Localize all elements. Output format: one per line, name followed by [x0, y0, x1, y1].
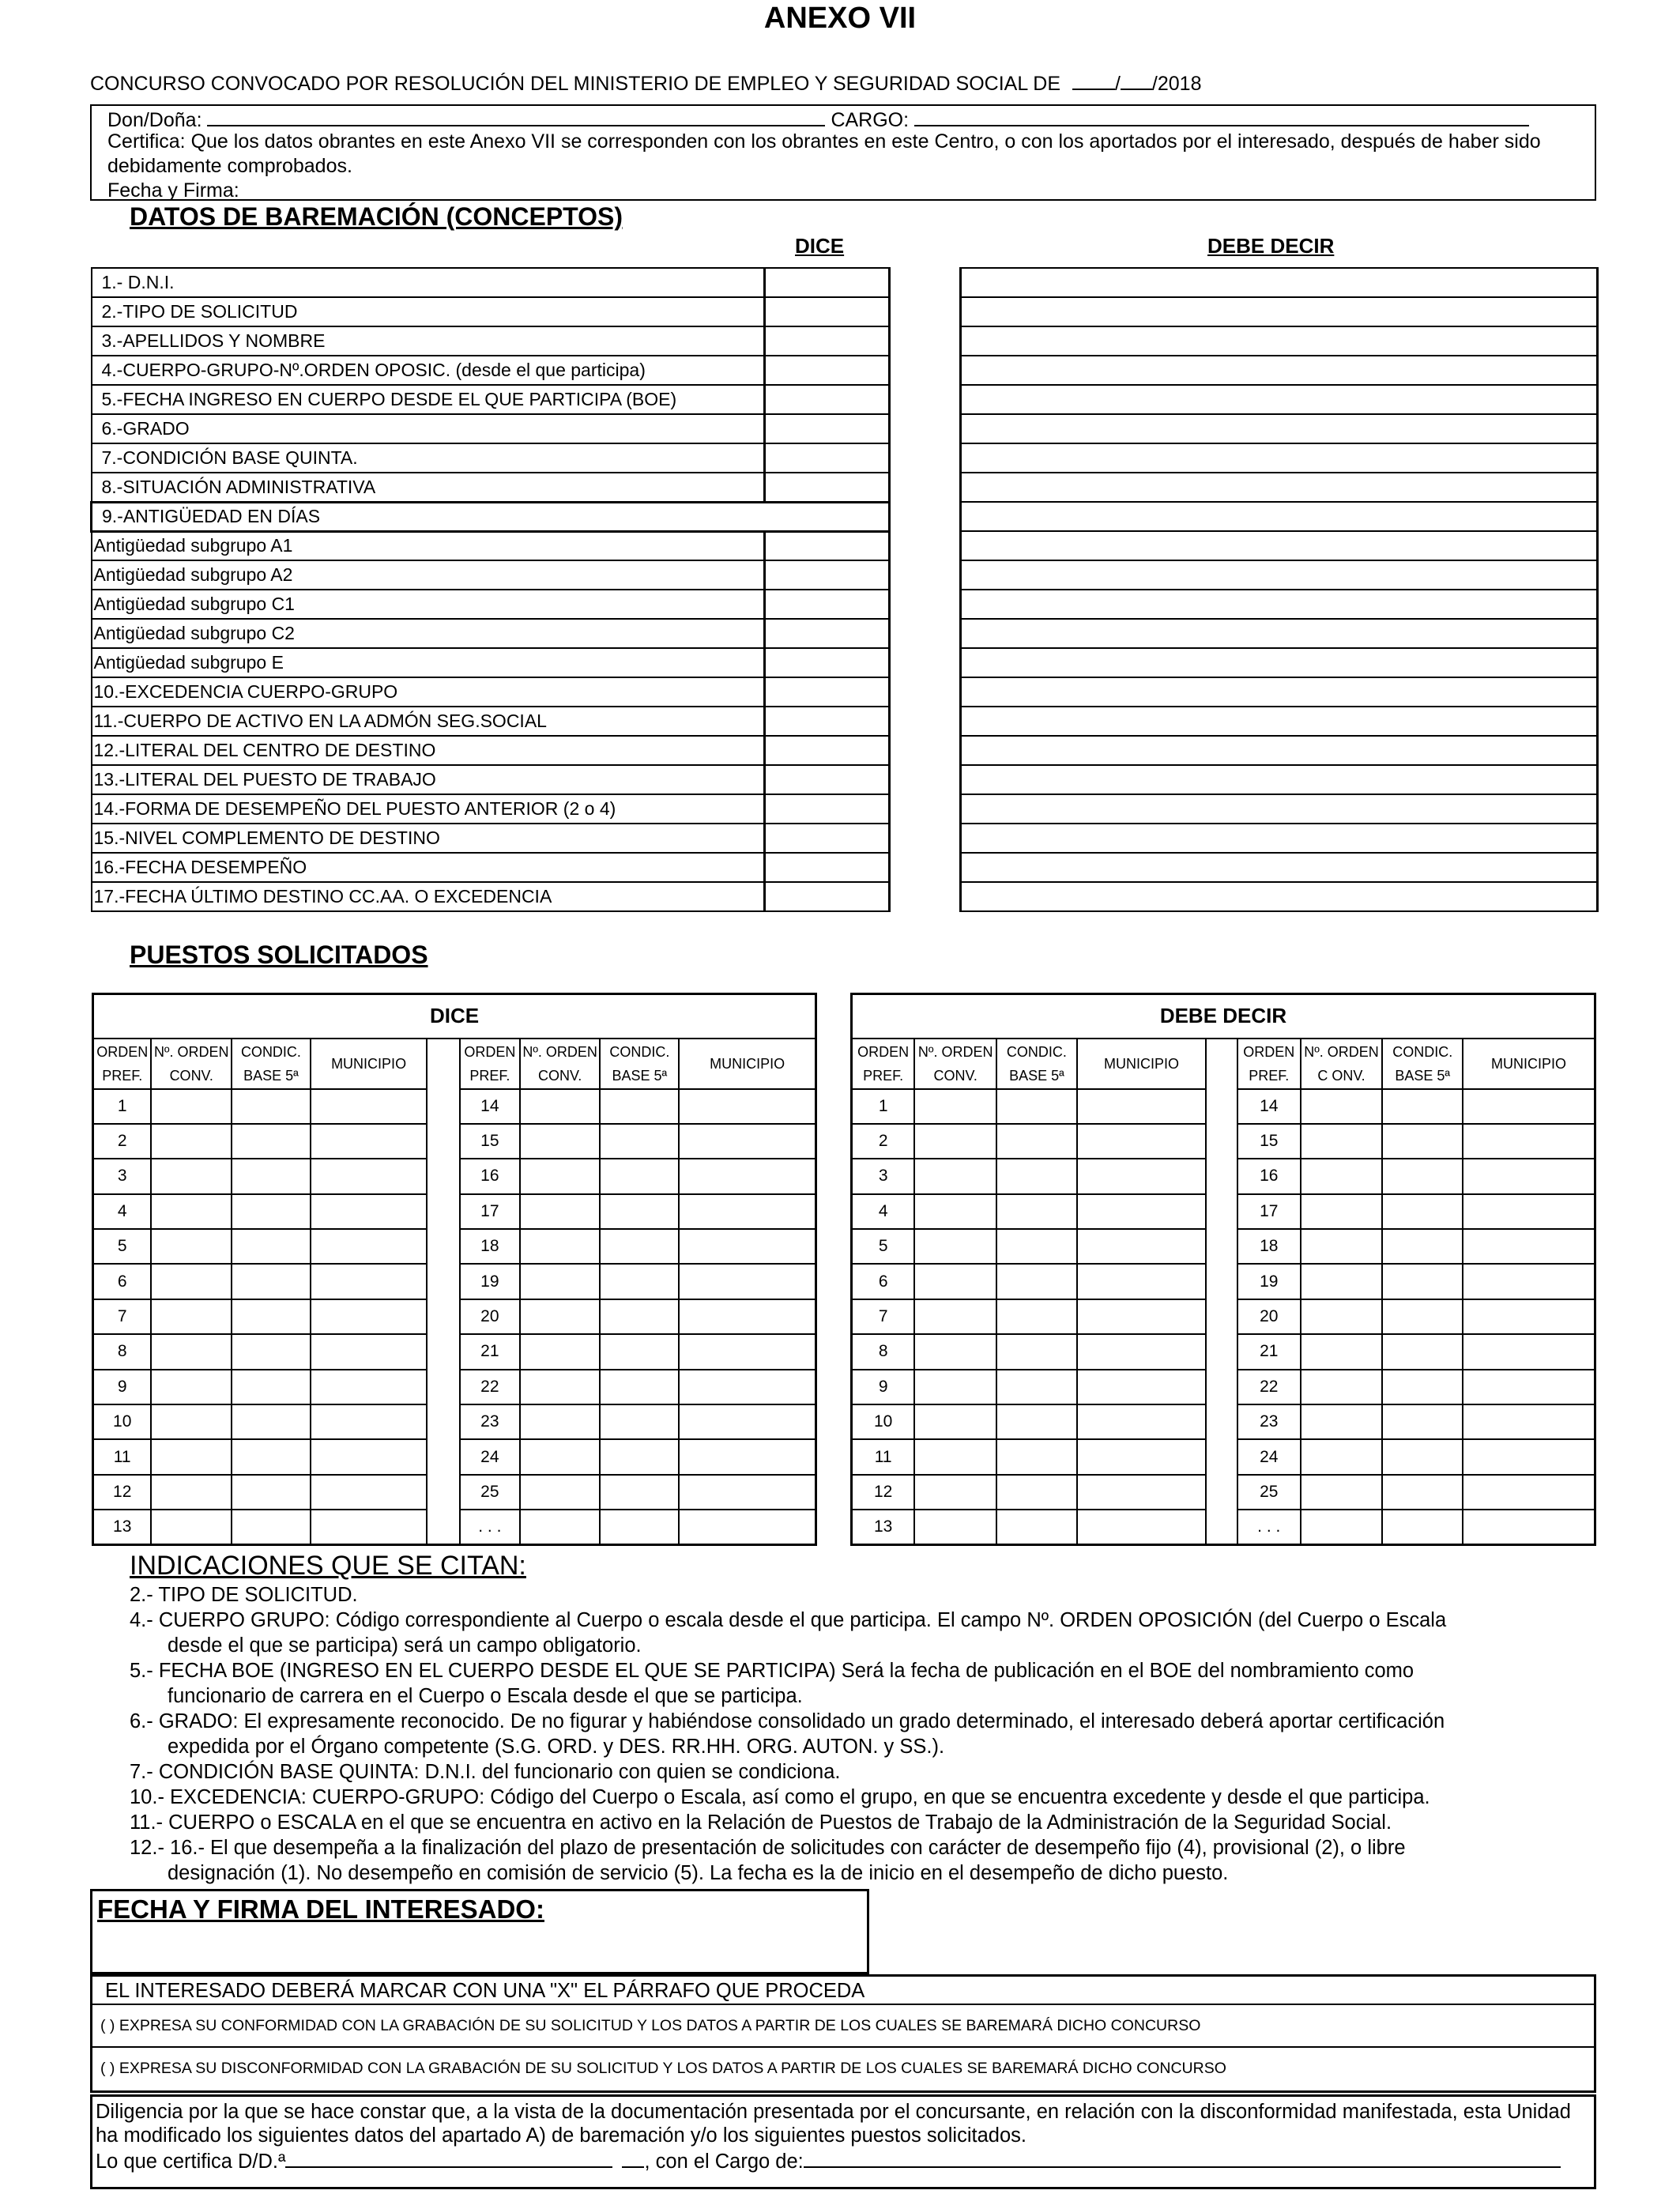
bar-row-1: [92, 268, 890, 297]
bar-debe-decir-cell[interactable]: [961, 326, 1598, 356]
ind-6: 6.- GRADO: El expresamente reconocido. De no figurar y habiéndose consolidado un grado determinado, el interesado deberá aportar certificación: [130, 1710, 1445, 1732]
fecha-firma-label: Fecha y Firma:: [107, 179, 239, 202]
bar-debe-decir-cell[interactable]: [961, 297, 1598, 326]
diligencia-text: Diligencia por la que se hace constar que, a la vista de la documentación presentada por el concursante, en relación con la disconformidad manifestada, esta Unidad ha modificado los siguientes datos del apartado A) de baremación y/o los siguientes puestos solicitados.: [96, 2101, 1571, 2147]
bar-debe-decir-cell[interactable]: [961, 443, 1598, 473]
don-field[interactable]: [207, 106, 825, 126]
baremacion-dice-table: [90, 267, 891, 912]
bar-dice-cell[interactable]: [765, 882, 890, 911]
bar-dice-cell[interactable]: [765, 736, 890, 765]
baremacion-debe-decir-header: DEBE DECIR: [1207, 234, 1335, 258]
bar-debe-decir-cell[interactable]: [961, 385, 1598, 414]
puesto-row: 12 25: [852, 1475, 1595, 1510]
bar-debe-decir-cell[interactable]: [961, 736, 1598, 765]
date-year: /2018: [1151, 73, 1202, 95]
condic-base-header: CONDIC. BASE 5ª: [1382, 1039, 1463, 1089]
bar-dice-cell[interactable]: [765, 794, 890, 824]
n-orden-conv-header: Nº. ORDEN CONV.: [151, 1039, 232, 1089]
puestos-dice-table: [92, 993, 817, 1546]
puesto-row: 3 16: [852, 1159, 1595, 1193]
bar-dice-cell[interactable]: [765, 326, 890, 356]
indicaciones-title: INDICACIONES QUE SE CITAN:: [130, 1551, 526, 1581]
puesto-row: 5 18: [852, 1229, 1595, 1264]
bar-label: Antigüedad subgrupo C1: [92, 590, 765, 619]
puesto-row: 9 22: [852, 1370, 1595, 1404]
puesto-row: 10 23: [93, 1404, 816, 1439]
bar-debe-decir-cell[interactable]: [961, 356, 1598, 385]
bar-debe-decir-cell[interactable]: [961, 531, 1598, 560]
bar-row-c1: [92, 590, 890, 619]
puesto-row: 4 17: [93, 1194, 816, 1229]
puestos-title: PUESTOS SOLICITADOS: [130, 941, 428, 969]
puesto-row: 13 . . .: [93, 1510, 816, 1544]
puesto-row: 7 20: [93, 1299, 816, 1334]
bar-row-2: [92, 297, 890, 326]
bar-debe-decir-cell[interactable]: [961, 590, 1598, 619]
bar-debe-decir-cell[interactable]: [961, 765, 1598, 794]
municipio-header: MUNICIPIO: [1463, 1039, 1595, 1089]
bar-row-16: [92, 853, 890, 882]
bar-label: Antigüedad subgrupo A2: [92, 560, 765, 590]
bar-label: 6.-GRADO: [92, 414, 765, 443]
bar-debe-decir-cell[interactable]: [961, 648, 1598, 677]
ind-12: 12.- 16.- El que desempeña a la finalización del plazo de presentación de solicitudes con carácter de desempeño fijo (4), provisional (2), o libre: [130, 1837, 1406, 1859]
bar-debe-decir-cell[interactable]: [961, 619, 1598, 648]
bar-dice-cell[interactable]: [765, 765, 890, 794]
bar-label: 7.-CONDICIÓN BASE QUINTA.: [92, 443, 765, 473]
bar-debe-decir-cell[interactable]: [961, 268, 1598, 297]
bar-dice-cell[interactable]: [765, 677, 890, 707]
certifica-text: Certifica: Que los datos obrantes en este Anexo VII se corresponden con los obrantes en este Centro, o con los aportados por el interesado, después de haber sido debidamente comprobados.: [107, 130, 1541, 177]
bar-debe-decir-cell[interactable]: [961, 853, 1598, 882]
municipio-header: MUNICIPIO: [679, 1039, 816, 1089]
bar-label: 1.- D.N.I.: [92, 268, 765, 297]
baremacion-title: DATOS DE BAREMACIÓN (CONCEPTOS): [130, 202, 623, 231]
bar-row-6: [92, 414, 890, 443]
certifica-name-field[interactable]: [285, 2147, 612, 2168]
bar-row-8: [92, 473, 890, 502]
bar-debe-decir-cell[interactable]: [961, 473, 1598, 502]
puesto-row: 10 23: [852, 1404, 1595, 1439]
bar-label: 15.-NIVEL COMPLEMENTO DE DESTINO: [92, 824, 765, 853]
bar-dice-cell[interactable]: [765, 414, 890, 443]
condic-base-header: CONDIC. BASE 5ª: [600, 1039, 679, 1089]
certifica-line: [96, 2147, 1561, 2173]
bar-dice-cell[interactable]: [765, 297, 890, 326]
bar-debe-decir-cell[interactable]: [961, 560, 1598, 590]
certifica-extra-field[interactable]: [622, 2147, 644, 2168]
bar-label: 3.-APELLIDOS Y NOMBRE: [92, 326, 765, 356]
don-cargo-line: [107, 106, 1529, 132]
bar-row-15: [92, 824, 890, 853]
bar-label: 16.-FECHA DESEMPEÑO: [92, 853, 765, 882]
puesto-row: 2 15: [852, 1124, 1595, 1159]
bar-label: 8.-SITUACIÓN ADMINISTRATIVA: [92, 473, 765, 502]
ind-4-cont: desde el que se participa) será un campo obligatorio.: [168, 1634, 642, 1657]
condic-base-header: CONDIC. BASE 5ª: [996, 1039, 1077, 1089]
bar-debe-decir-cell[interactable]: [961, 502, 1598, 531]
certificacion-box: [90, 104, 1596, 201]
bar-dice-cell[interactable]: [765, 853, 890, 882]
bar-dice-cell[interactable]: [765, 385, 890, 414]
bar-dice-cell[interactable]: [765, 268, 890, 297]
cargo-label: CARGO:: [831, 109, 910, 131]
marcar-box: [90, 1974, 1596, 2093]
orden-pref-header: ORDEN PREF.: [93, 1039, 152, 1089]
bar-row-e: [92, 648, 890, 677]
bar-dice-cell[interactable]: [765, 531, 890, 560]
orden-pref-header: ORDEN PREF.: [460, 1039, 520, 1089]
orden-pref-header: ORDEN PREF.: [852, 1039, 915, 1089]
bar-label: 14.-FORMA DE DESEMPEÑO DEL PUESTO ANTERIOR (2 o 4): [92, 794, 765, 824]
puestos-debe-decir-subheader: [852, 1039, 1595, 1089]
baremacion-dice-header: DICE: [795, 234, 845, 258]
puestos-debe-decir-table: [850, 993, 1596, 1546]
puesto-row: 3 16: [93, 1159, 816, 1193]
puestos-dice-subheader: [93, 1039, 816, 1089]
bar-debe-decir-cell[interactable]: [961, 882, 1598, 911]
condic-base-header: CONDIC. BASE 5ª: [232, 1039, 311, 1089]
ind-6-cont: expedida por el Órgano competente (S.G. ORD. y DES. RR.HH. ORG. AUTON. y SS.).: [168, 1736, 945, 1758]
baremacion-debe-decir-table: [959, 267, 1599, 912]
concurso-line: [90, 70, 1201, 96]
firma-interesado-title: FECHA Y FIRMA DEL INTERESADO:: [97, 1894, 544, 1924]
puesto-row: 2 15: [93, 1124, 816, 1159]
bar-dice-cell[interactable]: [765, 824, 890, 853]
puesto-row: 8 21: [93, 1334, 816, 1369]
bar-row-11: [92, 707, 890, 736]
orden-pref-header: ORDEN PREF.: [1237, 1039, 1301, 1089]
don-label: Don/Doña:: [107, 109, 202, 131]
ind-10: 10.- EXCEDENCIA: CUERPO-GRUPO: Código del Cuerpo o Escala, así como el grupo, en que se encuentra excedente y desde el que participa.: [130, 1786, 1430, 1808]
date-slash: /: [1114, 73, 1121, 95]
bar-label: Antigüedad subgrupo A1: [92, 531, 765, 560]
municipio-header: MUNICIPIO: [311, 1039, 427, 1089]
puesto-row: 5 18: [93, 1229, 816, 1264]
bar-label: 13.-LITERAL DEL PUESTO DE TRABAJO: [92, 765, 765, 794]
bar-dice-cell[interactable]: [765, 619, 890, 648]
bar-label: 12.-LITERAL DEL CENTRO DE DESTINO: [92, 736, 765, 765]
conformidad-option[interactable]: ( ) EXPRESA SU CONFORMIDAD CON LA GRABACIÓN DE SU SOLICITUD Y LOS DATOS A PARTIR DE LOS CUALES SE BAREMARÁ DICHO CONCURSO: [92, 2005, 1594, 2048]
firma-interesado-box[interactable]: [90, 1889, 869, 1974]
bar-row-9: [92, 502, 890, 531]
bar-label: 2.-TIPO DE SOLICITUD: [92, 297, 765, 326]
page-title: ANEXO VII: [763, 2, 917, 35]
puesto-row: 13 . . .: [852, 1510, 1595, 1544]
bar-row-a2: [92, 560, 890, 590]
bar-row-14: [92, 794, 890, 824]
diligencia-box: [90, 2094, 1596, 2189]
puesto-row: 8 21: [852, 1334, 1595, 1369]
municipio-header: MUNICIPIO: [1077, 1039, 1206, 1089]
puestos-dice-header: DICE: [93, 994, 816, 1039]
n-orden-conv-header: Nº. ORDEN CONV.: [914, 1039, 996, 1089]
bar-label: 9.-ANTIGÜEDAD EN DÍAS: [92, 502, 765, 531]
disconformidad-option[interactable]: ( ) EXPRESA SU DISCONFORMIDAD CON LA GRABACIÓN DE SU SOLICITUD Y LOS DATOS A PARTIR DE LOS CUALES SE BAREMARÁ DICHO CONCURSO: [100, 2060, 1226, 2077]
puestos-debe-decir-header: DEBE DECIR: [852, 994, 1595, 1039]
ind-5: 5.- FECHA BOE (INGRESO EN EL CUERPO DESDE EL QUE SE PARTICIPA) Será la fecha de publicación en el BOE del nombramiento como: [130, 1660, 1414, 1682]
puesto-row: 7 20: [852, 1299, 1595, 1334]
bar-dice-cell[interactable]: [765, 356, 890, 385]
puesto-row: 6 19: [852, 1264, 1595, 1299]
bar-dice-cell[interactable]: [765, 560, 890, 590]
bar-dice-cell[interactable]: [765, 502, 890, 531]
bar-dice-cell[interactable]: [765, 473, 890, 502]
ind-4: 4.- CUERPO GRUPO: Código correspondiente al Cuerpo o escala desde el que participa. El campo Nº. ORDEN OPOSICIÓN (del Cuerpo o Escala: [130, 1609, 1447, 1631]
puesto-row: 9 22: [93, 1370, 816, 1404]
bar-row-3: [92, 326, 890, 356]
puesto-row: 11 24: [93, 1439, 816, 1474]
puesto-row: 6 19: [93, 1264, 816, 1299]
bar-label: 5.-FECHA INGRESO EN CUERPO DESDE EL QUE PARTICIPA (BOE): [92, 385, 765, 414]
cargo-field[interactable]: [914, 106, 1529, 126]
bar-row-a1: [92, 531, 890, 560]
puesto-row: 11 24: [852, 1439, 1595, 1474]
diligencia-cargo-field[interactable]: [804, 2147, 1561, 2168]
puesto-row: 4 17: [852, 1194, 1595, 1229]
puesto-row: 12 25: [93, 1475, 816, 1510]
puesto-row: 1 14: [93, 1089, 816, 1124]
bar-label: 17.-FECHA ÚLTIMO DESTINO CC.AA. O EXCEDENCIA: [92, 882, 765, 911]
bar-row-4: [92, 356, 890, 385]
date-month-field[interactable]: [1121, 70, 1152, 90]
bar-row-17: [92, 882, 890, 911]
diligencia-cargo-label: , con el Cargo de:: [644, 2151, 804, 2173]
bar-row-12: [92, 736, 890, 765]
date-day-field[interactable]: [1072, 70, 1115, 90]
bar-dice-cell[interactable]: [765, 443, 890, 473]
certifica-label: Lo que certifica D/D.ª: [96, 2151, 286, 2173]
bar-row-7: [92, 443, 890, 473]
bar-row-13: [92, 765, 890, 794]
bar-dice-cell[interactable]: [765, 707, 890, 736]
indicaciones-list: [130, 1582, 1584, 1886]
bar-dice-cell[interactable]: [765, 648, 890, 677]
ind-2: 2.- TIPO DE SOLICITUD.: [130, 1584, 358, 1606]
ind-7: 7.- CONDICIÓN BASE QUINTA: D.N.I. del funcionario con quien se condiciona.: [130, 1761, 841, 1783]
ind-11: 11.- CUERPO o ESCALA en el que se encuentra en activo en la Relación de Puestos de Trabajo de la Administración de la Seguridad Social.: [130, 1811, 1392, 1834]
bar-debe-decir-cell[interactable]: [961, 414, 1598, 443]
bar-label: 10.-EXCEDENCIA CUERPO-GRUPO: [92, 677, 765, 707]
bar-label: Antigüedad subgrupo C2: [92, 619, 765, 648]
bar-label: Antigüedad subgrupo E: [92, 648, 765, 677]
bar-row-5: [92, 385, 890, 414]
bar-debe-decir-cell[interactable]: [961, 677, 1598, 707]
n-orden-conv-header: Nº. ORDEN C ONV.: [1301, 1039, 1383, 1089]
bar-debe-decir-cell[interactable]: [961, 707, 1598, 736]
ind-5-cont: funcionario de carrera en el Cuerpo o Escala desde el que se participa.: [168, 1685, 803, 1707]
marcar-title: EL INTERESADO DEBERÁ MARCAR CON UNA "X" EL PÁRRAFO QUE PROCEDA: [92, 1977, 1594, 2005]
puesto-row: 1 14: [852, 1089, 1595, 1124]
bar-row-10: [92, 677, 890, 707]
bar-label: 4.-CUERPO-GRUPO-Nº.ORDEN OPOSIC. (desde el que participa): [92, 356, 765, 385]
bar-debe-decir-cell[interactable]: [961, 794, 1598, 824]
bar-debe-decir-cell[interactable]: [961, 824, 1598, 853]
ind-12-cont: designación (1). No desempeño en comisión de servicio (5). La fecha es la de inicio en el desempeño de dicho puesto.: [168, 1862, 1229, 1884]
bar-dice-cell[interactable]: [765, 590, 890, 619]
bar-row-c2: [92, 619, 890, 648]
bar-label: 11.-CUERPO DE ACTIVO EN LA ADMÓN SEG.SOCIAL: [92, 707, 765, 736]
concurso-text: CONCURSO CONVOCADO POR RESOLUCIÓN DEL MINISTERIO DE EMPLEO Y SEGURIDAD SOCIAL DE: [90, 73, 1061, 95]
n-orden-conv-header: Nº. ORDEN CONV.: [520, 1039, 601, 1089]
